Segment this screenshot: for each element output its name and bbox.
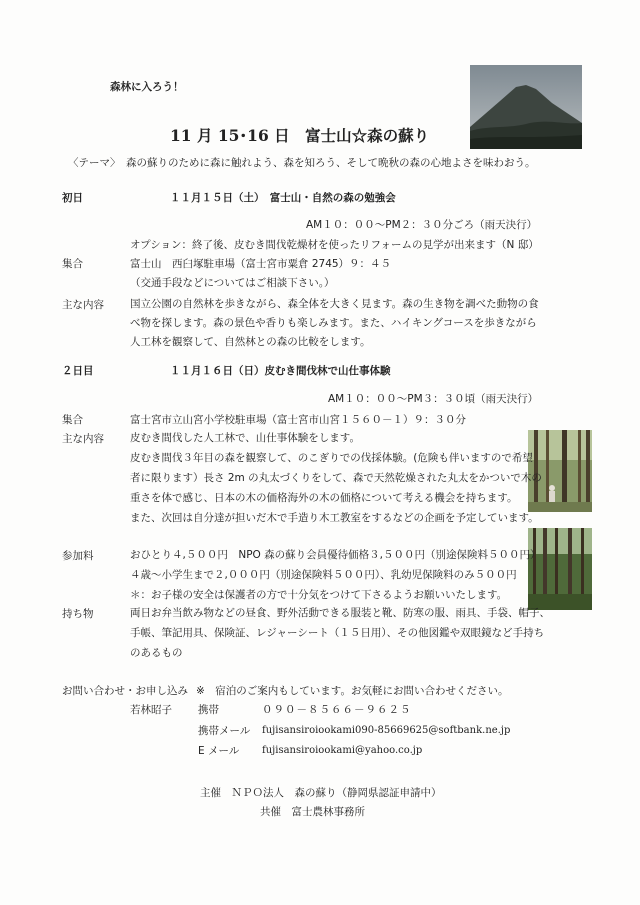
day2-content-label: 主な内容 [62,433,104,445]
day1-content-line: べ物を探します。森の景色や香りも楽しみます。また、ハイキングコースを歩きながら [130,317,537,329]
day2-content-line: 皮むき間伐３年目の森を観察して、のこぎりでの伐採体験。(危険も伴いますので希望 [130,452,533,464]
email-address[interactable]: fujisansiroiookami@yahoo.co.jp [262,745,423,756]
fee-label: 参加料 [62,550,94,562]
day1-content-line: 人工林を観察して、自然林との森の比較をします。 [130,336,371,348]
fee-line: おひとり４,５００円 NPO 森の蘇り会員優待価格３,５００円（別途保険料５００円） [130,549,541,561]
mobile-mail-address[interactable]: fujisansiroiookami090-85669625@softbank.ne.jp [262,725,511,736]
day1-content-line: 国立公園の自然林を歩きながら、森全体を大きく見ます。森の生き物を調べた動物の食 [130,298,539,310]
items-line: のあるもの [130,647,183,659]
day2-heading: １１月１６日（日）皮むき間伐林で山仕事体験 [170,365,391,377]
contact-label: お問い合わせ・お申し込み [62,685,188,697]
day2-label: ２日目 [62,365,94,377]
items-label: 持ち物 [62,608,94,620]
fee-line: ４歳～小学生まで２,０００円（別途保険料５００円）、乳幼児保険料のみ５００円 [130,569,517,581]
forest-photo-2 [528,528,592,610]
day1-label: 初日 [62,192,83,204]
day2-content-line: また、次回は自分達が担いだ木で手造り木工教室をするなどの企画を予定しています。 [130,512,539,524]
contact-person: 若林昭子 [130,704,172,716]
day2-content-line: 皮むき間伐した人工林で、山仕事体験をします。 [130,432,360,444]
intro-text: 森林に入ろう！ [110,81,184,93]
items-line: 手帳、筆記用具、保険証、レジャーシート（１５日用）、その他図鑑や双眼鏡など手持ち [130,627,545,639]
day1-option: オプション：終了後、皮むき間伐乾燥材を使ったリフォームの見学が出来ます（N 邸） [130,239,539,251]
page-title: 11 月 15･16 日 富士山☆森の蘇り [170,126,430,145]
day2-content-line: 者に限ります）長さ 2m の丸太づくりをして、森で天然乾燥された丸太をかついで木の [130,472,542,484]
contact-note: ※ 宿泊のご案内もしています。お気軽にお問い合わせください。 [196,685,509,697]
day1-meet-label: 集合 [62,258,83,270]
mount-fuji-photo [470,65,582,149]
mobile-label: 携帯 [198,704,219,716]
day1-meet: 富士山 西臼塚駐車場（富士宮市粟倉 2745）９：４５ [130,258,392,270]
theme-text: 森の蘇りのために森に触れよう、森を知ろう、そして晩秋の森の心地よさを味わおう。 [126,157,536,169]
theme-label: 〈テーマ〉 [68,157,121,169]
items-line: 両日お弁当飲み物などの昼食、野外活動できる服装と靴、防寒の服、雨具、手袋、帽子、 [130,607,550,619]
day2-time: AM１０：００～PM３：３０頃（雨天決行） [328,393,539,405]
organizer-co: 共催 富士農林事務所 [260,806,365,818]
fee-line: ＊：お子様の安全は保護者の方で十分気をつけて下さるようお願いいたします。 [130,589,508,601]
organizer-main: 主催 ＮＰＯ法人 森の蘇り（静岡県認証申請中） [200,787,442,799]
mobile-number: ０９０－８５６６－９６２５ [262,704,412,716]
day1-time: AM１０：００～PM２：３０分ごろ（雨天決行） [306,219,538,231]
email-label: E メール [198,745,240,757]
day2-content-line: 重さを体で感じ、日本の木の価格海外の木の価格について考える機会を持ちます。 [130,492,518,504]
mobile-mail-label: 携帯メール [198,725,251,737]
day2-meet-label: 集合 [62,414,83,426]
day1-meet-note: （交通手段などについてはご相談下さい。） [130,277,335,289]
day1-heading: １１月１５日（土） 富士山・自然の森の勉強会 [170,192,396,204]
day1-content-label: 主な内容 [62,299,104,311]
day2-meet: 富士宮市立山宮小学校駐車場（富士宮市山宮１５６０－１）９：３０分 [130,414,466,426]
